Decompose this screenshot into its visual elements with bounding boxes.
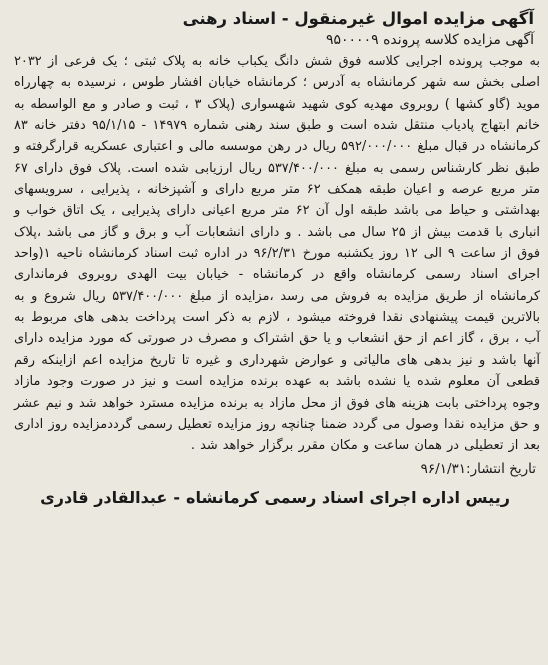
signature-separator: - [173, 487, 180, 507]
file-number: ۹۵۰۰۰۰۹ [325, 32, 379, 48]
file-label: آگهی مزایده کلاسه پرونده [383, 32, 534, 48]
signature-line [10, 487, 540, 509]
file-number-line [10, 30, 534, 50]
signature-title: رییس اداره اجرای اسناد رسمی کرمانشاه [186, 487, 510, 507]
publish-date: ۹۶/۱/۳۱ [420, 460, 467, 477]
signature-name: عبدالقادر قادری [40, 487, 168, 507]
notice-body: به موجب پرونده اجرایی کلاسه فوق شش دانگ یکباب خانه به پلاک ثبتی ؛ یک فرعی از ۲۰۳۲ اصلی بخش سه شهر کرمانشاه به آدرس ؛ کرمانشاه خیابان افشار طوس ، نرسیده به چهارراه موید (گاو کشها ) روبروی مهدیه کوی شهید شهسواری (پلاک ۳ ، ثبت و صادر و مع الواسطه به خانم ابتهاج پادیاب منتقل شده است و طبق سند رهنی شماره ۱۴۹۷۹ - ۹۵/۱/۱۵ دفتر خانه ۸۳ کرمانشاه در قبال مبلغ ۵۹۲/۰۰۰/۰۰۰ ریال در رهن موسسه مالی و اعتباری عسکریه قرارگرفته و طبق نظر کارشناس رسمی به مبلغ ۵۳۷/۴۰۰/۰۰۰ ریال ارزیابی شده است. پلاک فوق دارای ۶۷ متر مربع عرصه و اعیان طبقه همکف ۶۲ متر مربع دارای و آشپزخانه ، پذیرایی ، سرویسهای بهداشتی و حیاط می باشد طبقه اول آن ۶۲ متر مربع اعیانی دارای پذیرایی ، یک اتاق خواب و انباری با قدمت بیش از ۲۵ سال می باشد . و دارای انشعابات آب و برق و گاز می باشد ،پلاک فوق از ساعت ۹ الی ۱۲ روز یکشنبه مورخ ۹۶/۲/۳۱ در اداره ثبت اسناد کرمانشاه ناحیه ۱(واحد اجرای اسناد رسمی کرمانشاه واقع در کرمانشاه - خیابان بیت الهدی روبروی فرمانداری کرمانشاه از طریق مزایده به فروش می رسد ،مزایده از مبلغ ۵۳۷/۴۰۰/۰۰۰ ریال شروع و به بالاترین قیمت پیشنهادی نقدا فروخته میشود ، لازم به ذکر است پرداخت بدهی های مربوط به آب ، برق ، گاز اعم از حق انشعاب و یا حق اشتراک و مصرف در صورتی که مورد مزایده دارای آنها باشد و نیز بدهی های مالیاتی و عوارض شهرداری و غیره تا تاریخ مزایده اعم ازاینکه رقم قطعی آن معلوم شده یا نشده باشد به عهده برنده مزایده است و نیز در صورت وجود مازاد وجوه پرداختی بابت هزینه های فوق از محل مازاد به برنده مزایده مسترد خواهد شد و نیم عشر و حق مزایده نقدا وصول می گردد ضمنا چنانچه روز مزایده تعطیل رسمی گردد‌مزایده روز اداری بعد از تعطیلی در همان ساعت و مکان مقرر برگزار خواهد شد . [14, 54, 541, 454]
publish-date-line [10, 459, 536, 479]
publish-label: تاریخ انتشار: [466, 460, 536, 477]
notice-headline: آگهی مزایده اموال غیرمنقول - اسناد رهنی [182, 9, 534, 28]
